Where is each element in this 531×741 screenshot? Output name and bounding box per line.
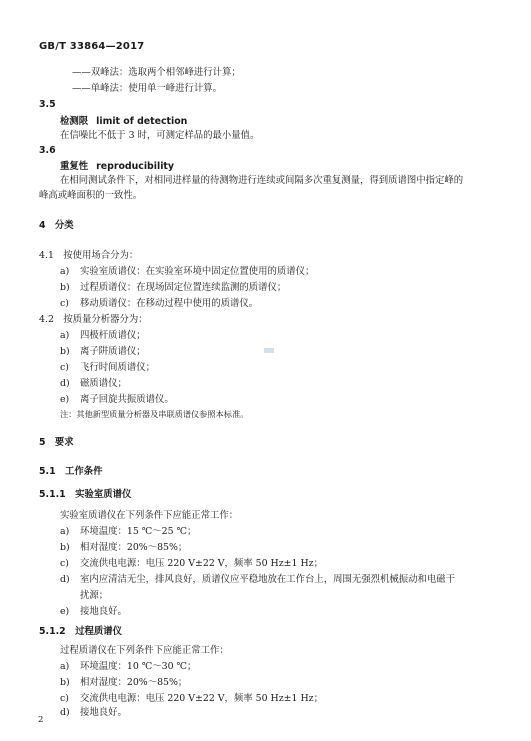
list-item: 离子阱质谱仪；: [80, 346, 146, 357]
list-item: 环境温度：10 ℃～30 ℃；: [80, 661, 197, 672]
list-marker: a): [60, 330, 70, 341]
subsection-heading: 5.1.2 过程质谱仪: [39, 626, 122, 637]
list-item: 四极杆质谱仪；: [80, 330, 146, 341]
section-number: 3.5: [39, 99, 56, 110]
list-marker: a): [60, 526, 70, 537]
list-marker: b): [60, 542, 70, 553]
intro-item: ——双峰法：选取两个相邻峰进行计算；: [72, 67, 241, 78]
list-item: 过程质谱仪：在现场固定位置连续监测的质谱仪；: [80, 282, 287, 293]
list-marker: e): [60, 394, 70, 405]
term-definition: 峰高或峰面积的一致性。: [39, 190, 143, 201]
list-marker: d): [60, 574, 70, 585]
list-marker: c): [60, 362, 69, 373]
list-marker: d): [60, 378, 70, 389]
subsection-heading: 4.1 按使用场合分为：: [39, 250, 139, 261]
list-item: 接地良好。: [80, 707, 127, 718]
page-number: 2: [38, 715, 44, 725]
list-item: 离子回旋共振质谱仪。: [80, 394, 174, 405]
list-item: 室内应清洁无尘，排风良好，质谱仪应平稳地放在工作台上，周围无强烈机械振动和电磁干: [80, 574, 456, 585]
term-heading: [60, 116, 187, 128]
watermark-mark: [264, 348, 274, 353]
list-item: 移动质谱仪：在移动过程中使用的质谱仪。: [80, 298, 259, 309]
list-marker: a): [60, 661, 70, 672]
term-en: reproducibility: [96, 161, 174, 172]
subsection-heading: 5.1.1 实验室质谱仪: [39, 489, 132, 500]
note: 注：其他新型质量分析器及串联质谱仪参照本标准。: [60, 409, 249, 419]
term-en: limit of detection: [96, 116, 188, 127]
list-item: 相对湿度：20%～85%；: [80, 542, 188, 553]
list-item: 飞行时间质谱仪；: [80, 362, 156, 373]
list-item: 接地良好。: [80, 606, 127, 617]
paragraph: 过程质谱仪在下列条件下应能正常工作：: [60, 645, 229, 656]
list-item: 实验室质谱仪：在实验室环境中固定位置使用的质谱仪；: [80, 266, 315, 277]
section-number: 3.6: [39, 145, 56, 156]
standard-number-header: GB/T 33864—2017: [39, 41, 145, 52]
intro-item: ——单峰法：使用单一峰进行计算。: [72, 83, 223, 94]
list-marker: c): [60, 693, 69, 704]
list-marker: d): [60, 707, 70, 718]
list-marker: c): [60, 298, 69, 309]
list-marker: b): [60, 346, 70, 357]
term-definition: 在相同测试条件下，对相同进样量的待测物进行连续或间隔多次重复测量，得到质谱图中指定峰的: [60, 175, 464, 186]
list-item-continuation: 扰源；: [80, 590, 109, 601]
list-marker: b): [60, 677, 70, 688]
subsection-heading: 4.2 按质量分析器分为：: [39, 314, 148, 325]
term-zh: 重复性: [60, 161, 89, 172]
term-heading: [60, 161, 174, 173]
subsection-heading: 5.1 工作条件: [39, 466, 103, 477]
list-marker: e): [60, 606, 70, 617]
term-zh: 检测限: [60, 116, 89, 127]
term-definition: 在信噪比不低于 3 时，可测定样品的最小量值。: [60, 130, 260, 141]
section-heading: 5 要求: [39, 437, 74, 448]
paragraph: 实验室质谱仪在下列条件下应能正常工作：: [60, 510, 239, 521]
list-item: 交流供电电源：电压 220 V±22 V，频率 50 Hz±1 Hz；: [80, 693, 323, 704]
list-item: 交流供电电源：电压 220 V±22 V，频率 50 Hz±1 Hz；: [80, 558, 323, 569]
section-heading: 4 分类: [39, 220, 74, 231]
list-marker: c): [60, 558, 69, 569]
list-item: 磁质谱仪；: [80, 378, 127, 389]
list-marker: a): [60, 266, 70, 277]
list-item: 相对湿度：20%～85%；: [80, 677, 188, 688]
list-item: 环境温度：15 ℃～25 ℃；: [80, 526, 197, 537]
list-marker: b): [60, 282, 70, 293]
